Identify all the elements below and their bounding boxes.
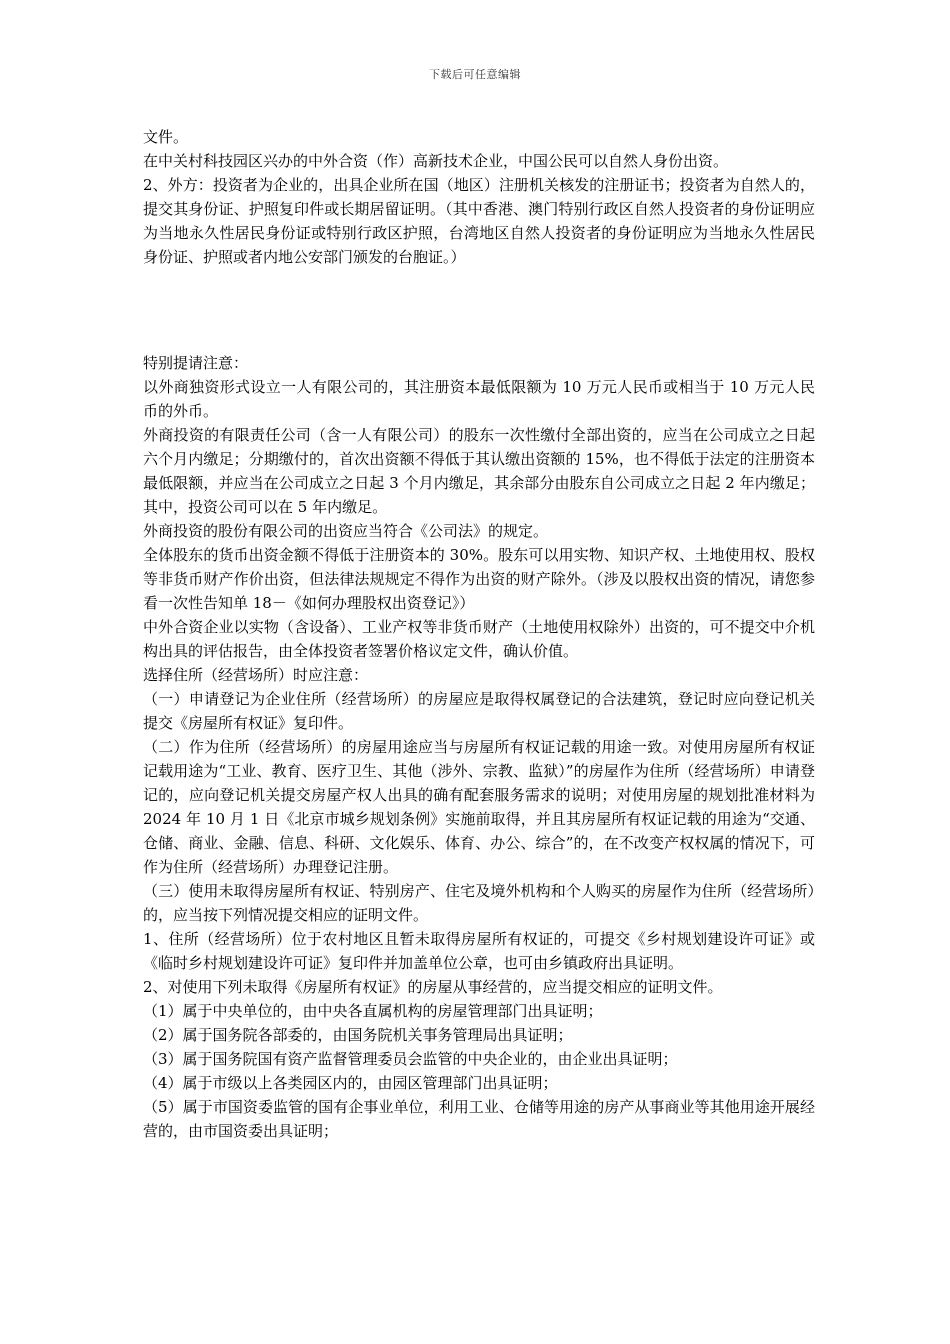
paragraph: （一）申请登记为企业住所（经营场所）的房屋应是取得权属登记的合法建筑，登记时应向登记机关提交《房屋所有权证》复印件。 [143, 690, 815, 732]
paragraph: 以外商独资形式设立一人有限公司的，其注册资本最低限额为 10 万元人民币或相当于 10 万元人民币的外币。 [143, 378, 815, 420]
list-item: （4）属于市级以上各类园区内的，由园区管理部门出具证明； [143, 1074, 558, 1092]
paragraph: 2、外方：投资者为企业的，出具企业所在国（地区）注册机关核发的注册证书；投资者为自然人的，提交其身份证、护照复印件或长期居留证明。（其中香港、澳门特别行政区自然人投资者的身份证明应为当地永久性居民身份证或特别行政区护照，台湾地区自然人投资者的身份证明应为当地永久性居民身份证、护照或者内地公安部门颁发的台胞证。） [143, 176, 815, 266]
paragraph: 外商投资的有限责任公司（含一人有限公司）的股东一次性缴付全部出资的，应当在公司成立之日起六个月内缴足；分期缴付的，首次出资额不得低于其认缴出资额的 15%，也不得低于法定的注册资本最低限额，并应当在公司成立之日起 3 个月内缴足，其余部分由股东自公司成立之日起 2 年内缴足；其中，投资公司可以在 5 年内缴足。 [143, 426, 815, 516]
paragraph: 2、对使用下列未取得《房屋所有权证》的房屋从事经营的，应当提交相应的证明文件。 [143, 978, 723, 996]
list-item: （2）属于国务院各部委的，由国务院机关事务管理局出具证明； [143, 1026, 573, 1044]
list-item: （1）属于中央单位的，由中央各直属机构的房屋管理部门出具证明； [143, 1002, 603, 1020]
section-heading: 选择住所（经营场所）时应注意： [143, 666, 369, 684]
blank-space [143, 269, 815, 351]
list-item: （5）属于市国资委监管的国有企事业单位，利用工业、仓储等用途的房产从事商业等其他用途开展经营的，由市国资委出具证明； [143, 1098, 815, 1140]
paragraph: 中外合资企业以实物（含设备）、工业产权等非货币财产（土地使用权除外）出资的，可不提交中介机构出具的评估报告，由全体投资者签署价格议定文件，确认价值。 [143, 618, 815, 660]
section-heading: 特别提请注意： [143, 354, 249, 372]
paragraph: 在中关村科技园区兴办的中外合资（作）高新技术企业，中国公民可以自然人身份出资。 [143, 152, 729, 170]
paragraph: （三）使用未取得房屋所有权证、特别房产、住宅及境外机构和个人购买的房屋作为住所（经营场所）的，应当按下列情况提交相应的证明文件。 [143, 882, 815, 924]
paragraph: （二）作为住所（经营场所）的房屋用途应当与房屋所有权证记载的用途一致。对使用房屋所有权证记载用途为“工业、教育、医疗卫生、其他（涉外、宗教、监狱）”的房屋作为住所（经营场所）申请登记的，应向登记机关提交房屋产权人出具的确有配套服务需求的说明；对使用房屋的规划批准材料为 2024 年 10 月 1 日《北京市城乡规划条例》实施前取得，并且其房屋所有权证记载的用途为“交通、仓储、商业、金融、信息、科研、文化娱乐、体育、办公、综合”的，在不改变产权权属的情况下，可作为住所（经营场所）办理登记注册。 [143, 738, 815, 876]
document-body [143, 125, 815, 1143]
paragraph: 全体股东的货币出资金额不得低于注册资本的 30%。股东可以用实物、知识产权、土地使用权、股权等非货币财产作价出资，但法律法规规定不得作为出资的财产除外。（涉及以股权出资的情况，请您参看一次性告知单 18－《如何办理股权出资登记》） [143, 546, 815, 612]
paragraph: 外商投资的股份有限公司的出资应当符合《公司法》的规定。 [143, 522, 549, 540]
paragraph: 文件。 [143, 128, 189, 146]
list-item: （3）属于国务院国有资产监督管理委员会监管的中央企业的，由企业出具证明； [143, 1050, 678, 1068]
page-header: 下载后可任意编辑 [429, 68, 521, 81]
paragraph: 1、住所（经营场所）位于农村地区且暂未取得房屋所有权证的，可提交《乡村规划建设许可证》或《临时乡村规划建设许可证》复印件并加盖单位公章，也可由乡镇政府出具证明。 [143, 930, 815, 972]
